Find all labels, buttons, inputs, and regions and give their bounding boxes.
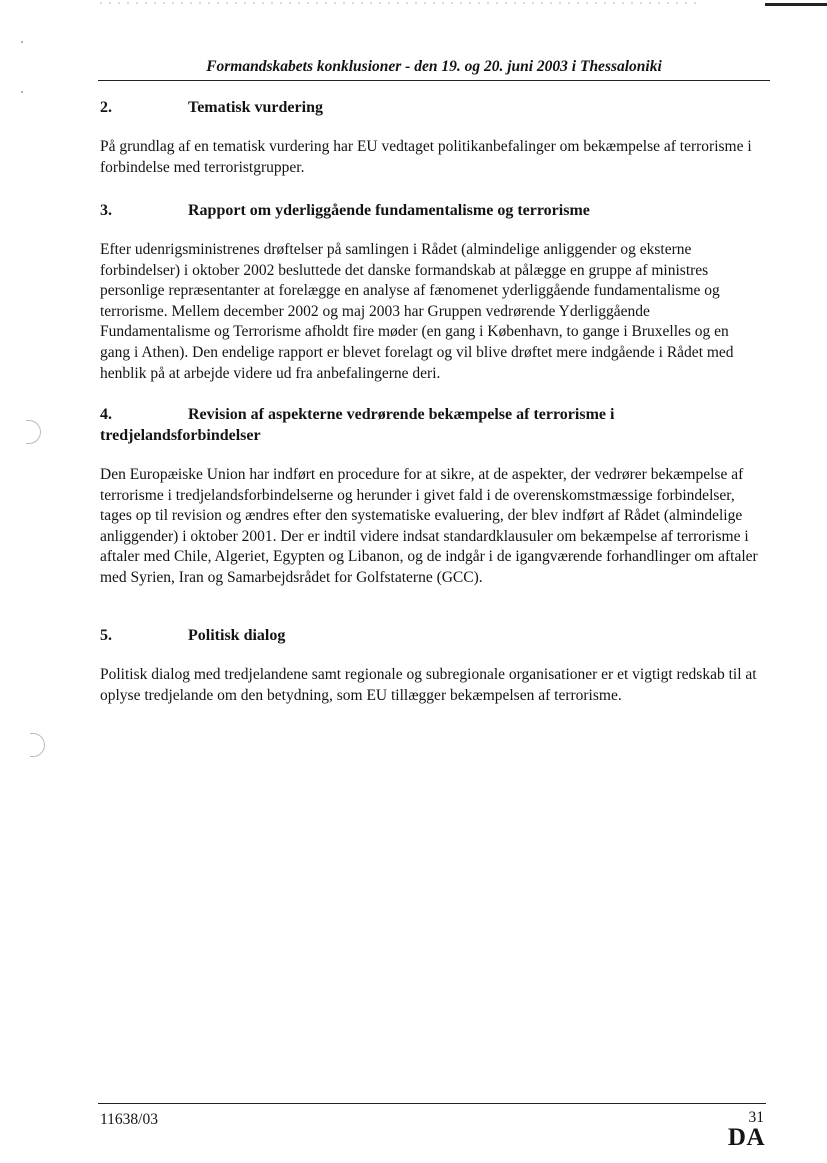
section-number: 5.: [100, 627, 112, 644]
section-title: Rapport om yderliggående fundamentalisme og terrorisme: [188, 202, 590, 219]
punch-hole-mark: [26, 420, 41, 444]
section-5: [100, 625, 760, 706]
section-heading: [100, 404, 760, 446]
footer-divider: [98, 1103, 766, 1104]
section-heading: [100, 97, 760, 118]
section-4: [100, 404, 760, 589]
section-number: 2.: [100, 99, 112, 116]
section-title: Revision af aspekterne vedrørende bekæmpelse af terrorisme i tredjelandsforbindelser: [100, 406, 615, 444]
section-title: Tematisk vurdering: [188, 99, 323, 116]
section-number: 4.: [100, 406, 112, 423]
section-paragraph: Den Europæiske Union har indført en procedure for at sikre, at de aspekter, der vedrører bekæmpelse af terrorisme i tredjelandsforbindelserne og herunder i givet fald i de overenskomstmæssige forbindelser, tages op til revision og ændres efter den systematiske evaluering, der blev indført af Rådet (almindelige anliggender) i oktober 2001. Der er indtil videre indsat standardklausuler om bekæmpelse af terrorisme i aftaler med Chile, Algeriet, Egypten og Libanon, og de indgår i de igangværende forhandlinger om aftaler med Syrien, Iran og Samarbejdsrådet for Golfstaterne (GCC).: [100, 466, 758, 586]
punch-hole-mark: [30, 733, 45, 757]
section-number: 3.: [100, 202, 112, 219]
scan-speck: [21, 91, 23, 93]
section-paragraph: Efter udenrigsministrenes drøftelser på samlingen i Rådet (almindelige anliggender og eksterne forbindelser) i oktober 2002 besluttede det danske formandskab at pålægge en gruppe af ministres personlige repræsentanter at forelægge en analyse af fænomenet yderliggående fundamentalisme og terrorisme. Mellem december 2002 og maj 2003 har Gruppen vedrørende Yderliggående Fundamentalisme og Terrorisme afholdt fire møder (en gang i København, to gange i Bruxelles og en gang i Athen). Den endelige rapport er blevet forelagt og vil blive drøftet mere indgående i Rådet med henblik på at arbejde videre ud fra anbefalingerne deri.: [100, 241, 734, 382]
section-3: [100, 200, 760, 384]
section-paragraph: Politisk dialog med tredjelandene samt regionale og subregionale organisationer er et vigtigt redskab til at oplyse tredjelande om den betydning, som EU tillægger bekæmpelsen af terrorisme.: [100, 666, 757, 704]
section-paragraph: På grundlag af en tematisk vurdering har EU vedtaget politikanbefalinger om bekæmpelse af terrorisme i forbindelse med terroristgrupper.: [100, 138, 752, 176]
page-number: 31: [748, 1109, 764, 1126]
section-2: [100, 97, 760, 178]
section-title: Politisk dialog: [188, 627, 286, 644]
header-divider: [98, 80, 770, 81]
language-code: DA: [727, 1124, 765, 1151]
scan-artifact-bar: [765, 3, 827, 6]
section-heading: [100, 200, 760, 221]
section-heading: [100, 625, 760, 646]
scan-artifact-dots: [100, 2, 700, 4]
scan-speck: [21, 41, 23, 43]
document-reference: 11638/03: [100, 1111, 158, 1128]
page-header-title: Formandskabets konklusioner - den 19. og 20. juni 2003 i Thessaloniki: [206, 58, 662, 75]
